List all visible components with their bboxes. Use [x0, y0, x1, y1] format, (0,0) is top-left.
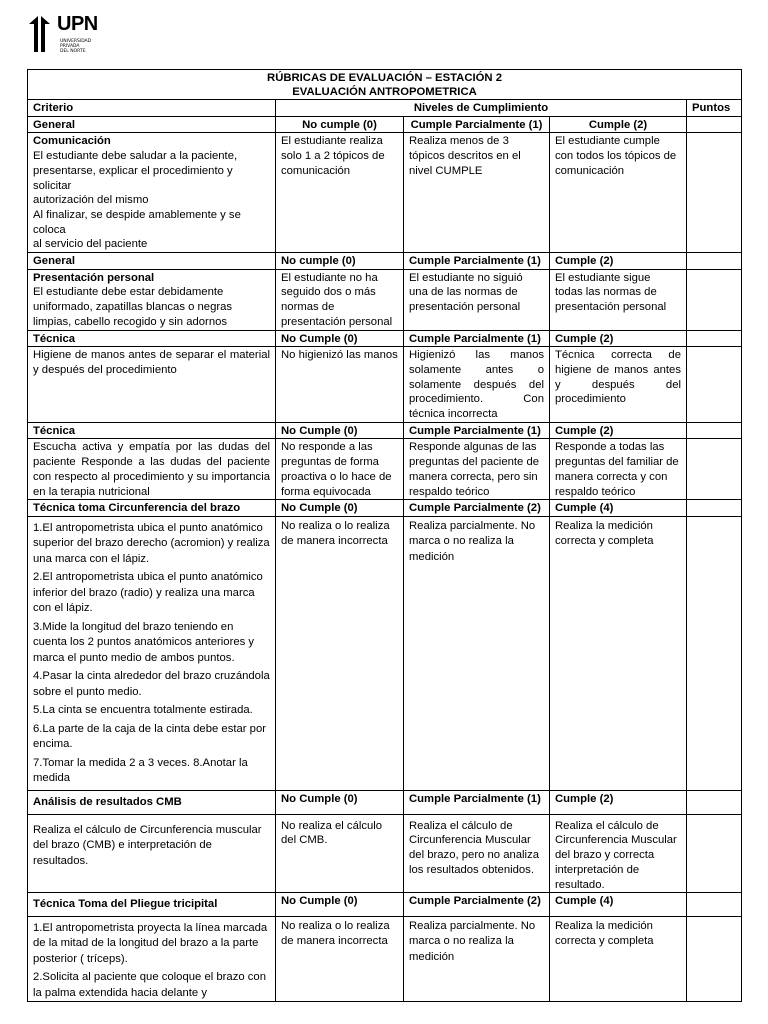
criterion-title: Comunicación — [33, 135, 111, 148]
puntos-cell — [687, 133, 742, 253]
puntos-cell — [687, 814, 742, 893]
level-header-cumple: Cumple (2) — [550, 790, 687, 814]
criterion-row — [28, 516, 742, 790]
criterion-line: Al finalizar, se despide amablemente y se — [33, 208, 241, 221]
criterion-line: El estudiante debe saludar a la paciente, — [33, 150, 238, 163]
criterion-step: 3.Mide la longitud del brazo teniendo en cuenta los 2 puntos anatómicos anteriores y marca el punto medio de ambos puntos. — [33, 620, 255, 664]
criterion-row — [28, 814, 742, 893]
level-header-no-cumple: No Cumple (0) — [276, 893, 404, 917]
level-header-parcial: Cumple Parcialmente (1) — [404, 790, 550, 814]
criterion-step: 5.La cinta se encuentra totalmente estirada. — [33, 704, 253, 717]
criterion-row — [28, 133, 742, 253]
level-cumple: Realiza la medición correcta y completa — [550, 916, 687, 1002]
criterion-cell — [28, 516, 276, 790]
rubric-title — [28, 70, 742, 100]
upn-logo — [27, 13, 98, 54]
criterion-cell — [28, 916, 276, 1002]
level-header-parcial: Cumple Parcialmente (1) — [404, 330, 550, 347]
section-header-row — [28, 500, 742, 517]
puntos-cell — [687, 116, 742, 133]
logo-subtitle — [60, 39, 91, 54]
niveles-header: Niveles de Cumplimiento — [276, 100, 687, 117]
level-cumple: El estudiante cumple con todos los tópicos de comunicación — [550, 133, 687, 253]
criterion-step: 2.El antropometrista ubica el punto anatómico inferior del brazo (radio) y realiza una marca con el lápiz. — [33, 571, 263, 615]
level-no-cumple: El estudiante no ha seguido dos o más normas de presentación personal — [276, 269, 404, 330]
level-parcial: Realiza el cálculo de Circunferencia Muscular del brazo, pero no analiza los resultados obtenidos. — [404, 814, 550, 893]
section-header-row — [28, 790, 742, 814]
level-no-cumple: El estudiante realiza solo 1 a 2 tópicos de comunicación — [276, 133, 404, 253]
criterion-step: 2.Solicita al paciente que coloque el brazo con la palma extendida hacia delante y — [33, 971, 266, 999]
logo-subtitle-line: PRIVADA — [60, 44, 80, 49]
level-header-parcial: Cumple Parcialmente (1) — [404, 253, 550, 270]
puntos-cell — [687, 269, 742, 330]
section-category: General — [28, 253, 276, 270]
level-header-no-cumple: No Cumple (0) — [276, 500, 404, 517]
section-category: Técnica — [28, 330, 276, 347]
section-header-row — [28, 116, 742, 133]
level-no-cumple: No higienizó las manos — [276, 347, 404, 423]
logo-subtitle-line: DEL NORTE — [60, 49, 86, 54]
level-header-parcial: Cumple Parcialmente (2) — [404, 893, 550, 917]
puntos-cell — [687, 790, 742, 814]
criterio-header: Criterio — [28, 100, 276, 117]
level-header-no-cumple: No Cumple (0) — [276, 330, 404, 347]
level-parcial: Realiza parcialmente. No marca o no realiza la medición — [404, 916, 550, 1002]
section-header-row — [28, 253, 742, 270]
level-header-no-cumple: No Cumple (0) — [276, 790, 404, 814]
puntos-cell — [687, 330, 742, 347]
puntos-cell — [687, 422, 742, 439]
level-parcial: Realiza parcialmente. No marca o no realiza la medición — [404, 516, 550, 790]
criterion-step: 1.El antropometrista ubica el punto anatómico superior del brazo derecho (acromion) y realiza una marca con el lápiz. — [33, 521, 270, 565]
criterion-row — [28, 347, 742, 423]
level-header-cumple: Cumple (2) — [550, 422, 687, 439]
level-header-no-cumple: No cumple (0) — [276, 253, 404, 270]
criterion-line: coloca — [33, 223, 66, 236]
puntos-cell — [687, 439, 742, 500]
level-parcial: Higienizó las manos solamente antes o solamente después del procedimiento. Con técnica incorrecta — [404, 347, 550, 423]
level-header-parcial: Cumple Parcialmente (1) — [404, 422, 550, 439]
logo-text: UPN — [57, 13, 98, 35]
criterion-step: 7.Tomar la medida 2 a 3 veces. 8.Anotar la medida — [33, 756, 248, 785]
puntos-cell — [687, 253, 742, 270]
criterion-row — [28, 269, 742, 330]
level-header-cumple: Cumple (4) — [550, 500, 687, 517]
criterion-cell — [28, 269, 276, 330]
level-parcial: Realiza menos de 3 tópicos descritos en el nivel CUMPLE — [404, 133, 550, 253]
criterion-step: 4.Pasar la cinta alrededor del brazo cruzándola sobre el punto medio. — [33, 670, 270, 698]
section-category: Análisis de resultados CMB — [28, 790, 276, 814]
level-no-cumple: No realiza el cálculo del CMB. — [276, 814, 404, 893]
level-header-cumple: Cumple (2) — [550, 330, 687, 347]
level-header-no-cumple: No cumple (0) — [276, 116, 404, 133]
section-category: Técnica toma Circunferencia del brazo — [28, 500, 276, 517]
puntos-cell — [687, 893, 742, 917]
criterion-cell: Escucha activa y empatía por las dudas del paciente Responde a las dudas del paciente con respecto al procedimiento y su importancia en la terapia nutricional — [28, 439, 276, 500]
level-header-cumple: Cumple (2) — [550, 253, 687, 270]
rubric-title-line2: EVALUACIÓN ANTROPOMETRICA — [292, 86, 477, 98]
puntos-header: Puntos — [687, 100, 742, 117]
level-no-cumple: No realiza o lo realiza de manera incorrecta — [276, 916, 404, 1002]
criterion-step: 1.El antropometrista proyecta la línea marcada de la mitad de la longitud del brazo a la parte posterior ( tríceps). — [33, 921, 268, 965]
level-cumple: Realiza el cálculo de Circunferencia Muscular del brazo y correcta interpretación de resultado. — [550, 814, 687, 893]
head-row — [28, 100, 742, 117]
criterion-row — [28, 916, 742, 1002]
logo-subtitle-line: UNIVERSIDAD — [60, 39, 92, 44]
rubric-title-line1: RÚBRICAS DE EVALUACIÓN – ESTACIÓN 2 — [267, 72, 502, 84]
level-header-cumple: Cumple (2) — [550, 116, 687, 133]
section-header-row — [28, 330, 742, 347]
criterion-step: 6.La parte de la caja de la cinta debe estar por encima. — [33, 722, 266, 751]
section-category: Técnica Toma del Pliegue tricipital — [28, 893, 276, 917]
section-category: Técnica — [28, 422, 276, 439]
level-parcial: Responde algunas de las preguntas del paciente de manera correcta, pero sin respaldo teórico — [404, 439, 550, 500]
criterion-line: solicitar — [33, 179, 72, 192]
criterion-cell: Higiene de manos antes de separar el material y después del procedimiento — [28, 347, 276, 423]
section-header-row — [28, 893, 742, 917]
section-header-row — [28, 422, 742, 439]
criterion-title: Presentación personal — [33, 271, 155, 284]
puntos-cell — [687, 500, 742, 517]
criterion-line: autorización del mismo — [33, 194, 149, 207]
level-header-parcial: Cumple Parcialmente (1) — [404, 116, 550, 133]
level-cumple: Técnica correcta de higiene de manos antes y después del procedimiento — [550, 347, 687, 423]
title-row — [28, 70, 742, 100]
level-no-cumple: No realiza o lo realiza de manera incorrecta — [276, 516, 404, 790]
criterion-line: al servicio del paciente — [33, 238, 148, 251]
level-parcial: El estudiante no siguió una de las normas de presentación personal — [404, 269, 550, 330]
criterion-line: presentarse, explicar el procedimiento y — [33, 164, 233, 177]
puntos-cell — [687, 916, 742, 1002]
level-cumple: Responde a todas las preguntas del familiar de manera correcta y con respaldo teórico — [550, 439, 687, 500]
criterion-row — [28, 439, 742, 500]
puntos-cell — [687, 347, 742, 423]
section-category: General — [28, 116, 276, 133]
upn-logo-mark-icon — [27, 16, 57, 52]
rubric-table — [27, 69, 742, 1002]
level-header-parcial: Cumple Parcialmente (2) — [404, 500, 550, 517]
level-cumple: El estudiante sigue todas las normas de presentación personal — [550, 269, 687, 330]
criterion-line: El estudiante debe estar debidamente uniformado, zapatillas blancas o negras limpias, cabello recogido y sin adornos — [33, 286, 233, 328]
criterion-cell: Realiza el cálculo de Circunferencia muscular del brazo (CMB) e interpretación de resultados. — [28, 814, 276, 893]
level-no-cumple: No responde a las preguntas de forma proactiva o lo hace de forma equivocada — [276, 439, 404, 500]
puntos-cell — [687, 516, 742, 790]
criterion-cell — [28, 133, 276, 253]
level-header-no-cumple: No Cumple (0) — [276, 422, 404, 439]
level-header-cumple: Cumple (4) — [550, 893, 687, 917]
level-cumple: Realiza la medición correcta y completa — [550, 516, 687, 790]
